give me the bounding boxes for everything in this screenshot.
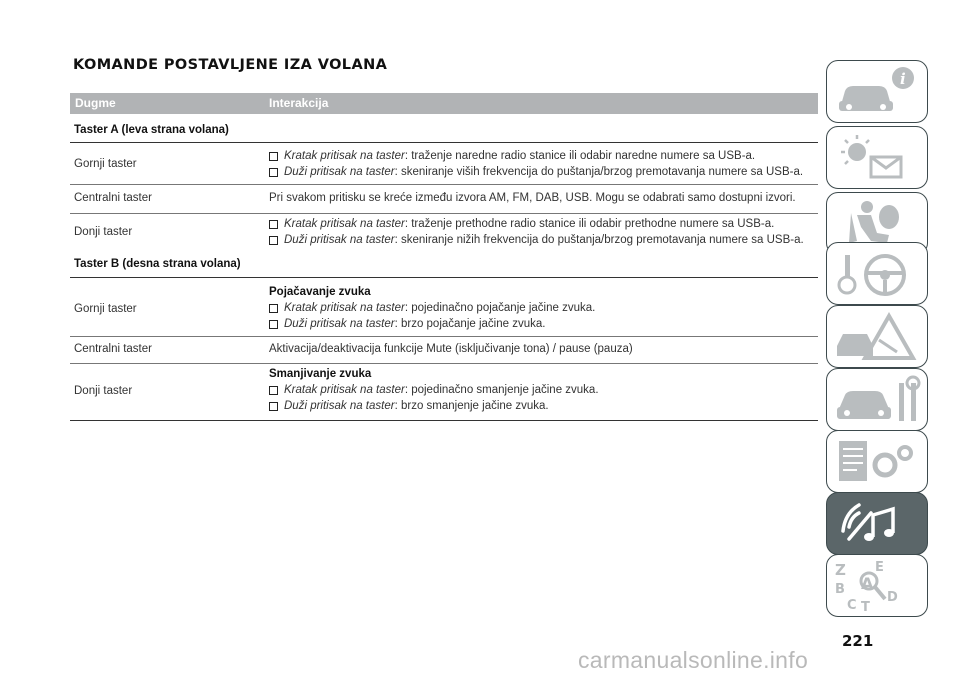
- svg-text:C: C: [847, 598, 857, 613]
- divider: [70, 363, 818, 364]
- action-type: Kratak pritisak na taster: [284, 218, 405, 230]
- action-type: Kratak pritisak na taster: [284, 384, 405, 396]
- table-header: [70, 93, 818, 114]
- multimedia-icon: [827, 493, 929, 556]
- emergency-triangle-icon: [827, 306, 929, 369]
- divider: [70, 184, 818, 185]
- header-button-col: Dugme: [75, 96, 116, 110]
- action-desc: : brzo pojačanje jačine zvuka.: [394, 318, 546, 330]
- section-b-heading: Taster B (desna strana volana): [74, 258, 241, 270]
- bullet-box-icon: [269, 402, 278, 411]
- list-item: [269, 382, 599, 398]
- row-interaction: [269, 148, 803, 180]
- car-info-icon: [827, 61, 929, 124]
- bullet-box-icon: [269, 220, 278, 229]
- tab-car-info[interactable]: [826, 60, 928, 123]
- divider: [70, 336, 818, 337]
- row-heading: Smanjivanje zvuka: [269, 368, 372, 380]
- action-type: Kratak pritisak na taster: [284, 302, 405, 314]
- action-type: Duži pritisak na taster: [284, 234, 395, 246]
- bullet-box-icon: [269, 168, 278, 177]
- bullet-box-icon: [269, 236, 278, 245]
- svg-text:A: A: [861, 574, 874, 593]
- row-button-label: Centralni taster: [74, 192, 152, 204]
- action-type: Kratak pritisak na taster: [284, 150, 405, 162]
- svg-text:T: T: [861, 600, 870, 615]
- tab-index[interactable]: [826, 554, 928, 617]
- tab-warning-lights[interactable]: [826, 126, 928, 189]
- tab-key-steering[interactable]: [826, 242, 928, 305]
- index-search-icon: [827, 555, 929, 618]
- bullet-box-icon: [269, 386, 278, 395]
- action-desc: : skeniranje nižih frekvencija do puštanja/brzog premotavanja numere sa USB-a.: [394, 234, 804, 246]
- action-desc: : traženje prethodne radio stanice ili odabir prethodne numere sa USB-a.: [404, 218, 775, 230]
- page-number: 221: [842, 632, 874, 650]
- action-desc: : skeniranje viših frekvencija do puštanja/brzog premotavanja numere sa USB-a.: [394, 166, 804, 178]
- warning-lights-icon: [827, 127, 929, 190]
- svg-text:B: B: [835, 582, 845, 597]
- svg-text:E: E: [875, 560, 884, 575]
- bullet-box-icon: [269, 152, 278, 161]
- row-interaction: [269, 216, 804, 248]
- row-interaction: Aktivacija/deaktivacija funkcije Mute (isključivanje tona) / pause (pauza): [269, 343, 633, 355]
- row-heading: Pojačavanje zvuka: [269, 286, 371, 298]
- bullet-box-icon: [269, 304, 278, 313]
- header-interaction-col: Interakcija: [269, 96, 329, 110]
- divider: [70, 420, 818, 421]
- action-type: Duži pritisak na taster: [284, 400, 395, 412]
- watermark: carmanualsonline.info: [578, 647, 809, 673]
- row-button-label: Centralni taster: [74, 343, 152, 355]
- section-a-heading: Taster A (leva strana volana): [74, 124, 229, 136]
- action-desc: : pojedinačno pojačanje jačine zvuka.: [404, 302, 596, 314]
- tab-multimedia[interactable]: [826, 492, 928, 555]
- list-item: [269, 232, 804, 248]
- action-type: Duži pritisak na taster: [284, 166, 395, 178]
- row-interaction: Pri svakom pritisku se kreće između izvora AM, FM, DAB, USB. Mogu se odabrati samo dostupni izvori.: [269, 192, 796, 204]
- key-steering-icon: [827, 243, 929, 306]
- tab-maintenance[interactable]: [826, 368, 928, 431]
- row-interaction: [269, 284, 595, 332]
- tab-emergency[interactable]: [826, 305, 928, 368]
- svg-text:Z: Z: [835, 561, 846, 579]
- divider: [70, 277, 818, 278]
- row-button-label: Donji taster: [74, 226, 133, 238]
- action-type: Duži pritisak na taster: [284, 318, 395, 330]
- bullet-box-icon: [269, 320, 278, 329]
- row-button-label: Gornji taster: [74, 158, 137, 170]
- svg-text:D: D: [887, 590, 898, 605]
- row-button-label: Donji taster: [74, 385, 133, 397]
- list-item: [269, 398, 599, 414]
- technical-data-icon: [827, 431, 929, 494]
- action-desc: : pojedinačno smanjenje jačine zvuka.: [404, 384, 599, 396]
- divider: [70, 142, 818, 143]
- svg-text:i: i: [900, 70, 906, 88]
- tab-technical-data[interactable]: [826, 430, 928, 493]
- row-button-label: Gornji taster: [74, 303, 137, 315]
- list-item: [269, 300, 595, 316]
- row-interaction: [269, 366, 599, 414]
- action-desc: : brzo smanjenje jačine zvuka.: [394, 400, 549, 412]
- list-item: [269, 148, 803, 164]
- list-item: [269, 164, 803, 180]
- list-item: [269, 316, 595, 332]
- page-title: KOMANDE POSTAVLJENE IZA VOLANA: [73, 57, 388, 73]
- list-item: [269, 216, 804, 232]
- action-desc: : traženje naredne radio stanice ili odabir naredne numere sa USB-a.: [404, 150, 756, 162]
- maintenance-tools-icon: [827, 369, 929, 432]
- divider: [70, 213, 818, 214]
